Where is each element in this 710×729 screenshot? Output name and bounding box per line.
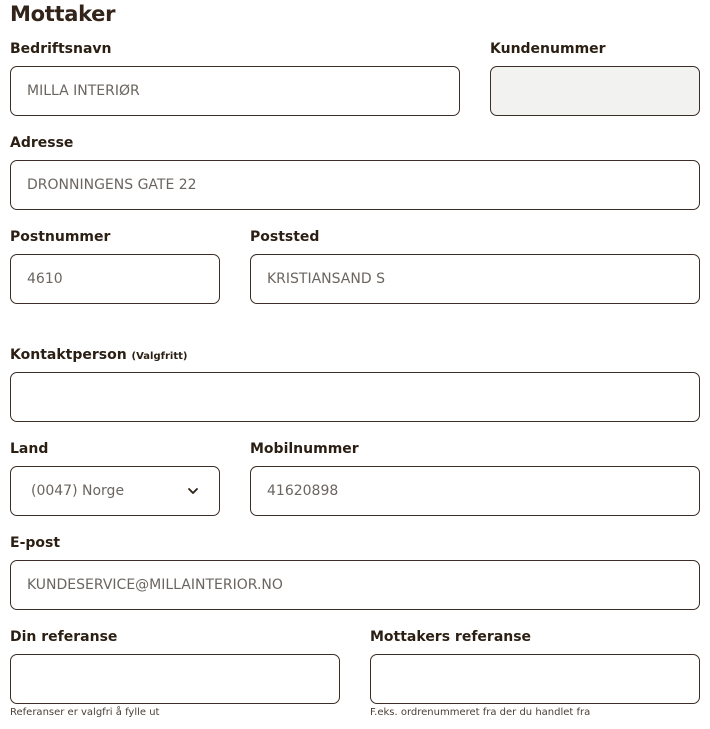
optional-note: (Valgfritt) <box>131 351 188 362</box>
poststed-label: Poststed <box>250 229 320 245</box>
poststed-input[interactable] <box>250 254 700 304</box>
kundenummer-input[interactable] <box>490 66 700 116</box>
mobilnummer-label: Mobilnummer <box>250 441 359 457</box>
kontaktperson-input[interactable] <box>10 372 700 422</box>
bedriftsnavn-input[interactable] <box>10 66 460 116</box>
kontaktperson-label-text: Kontaktperson <box>10 347 127 363</box>
land-label: Land <box>10 441 49 457</box>
section-title: Mottaker <box>10 2 116 26</box>
postnummer-input[interactable] <box>10 254 220 304</box>
kontaktperson-label <box>10 347 187 363</box>
din-referanse-help: Referanser er valgfri å fylle ut <box>10 707 160 718</box>
adresse-label: Adresse <box>10 135 74 151</box>
bedriftsnavn-label: Bedriftsnavn <box>10 41 112 57</box>
mottakers-referanse-help: F.eks. ordrenummeret fra der du handlet fra <box>370 707 591 718</box>
din-referanse-label: Din referanse <box>10 629 118 645</box>
chevron-down-icon <box>187 485 199 497</box>
land-select[interactable] <box>10 466 220 516</box>
mobilnummer-input[interactable] <box>250 466 700 516</box>
din-referanse-input[interactable] <box>10 654 340 704</box>
epost-label: E-post <box>10 535 61 551</box>
epost-input[interactable] <box>10 560 700 610</box>
kundenummer-label: Kundenummer <box>490 41 606 57</box>
mottakers-referanse-label: Mottakers referanse <box>370 629 532 645</box>
adresse-input[interactable] <box>10 160 700 210</box>
postnummer-label: Postnummer <box>10 229 111 245</box>
land-selected-value: (0047) Norge <box>31 483 125 499</box>
mottakers-referanse-input[interactable] <box>370 654 700 704</box>
